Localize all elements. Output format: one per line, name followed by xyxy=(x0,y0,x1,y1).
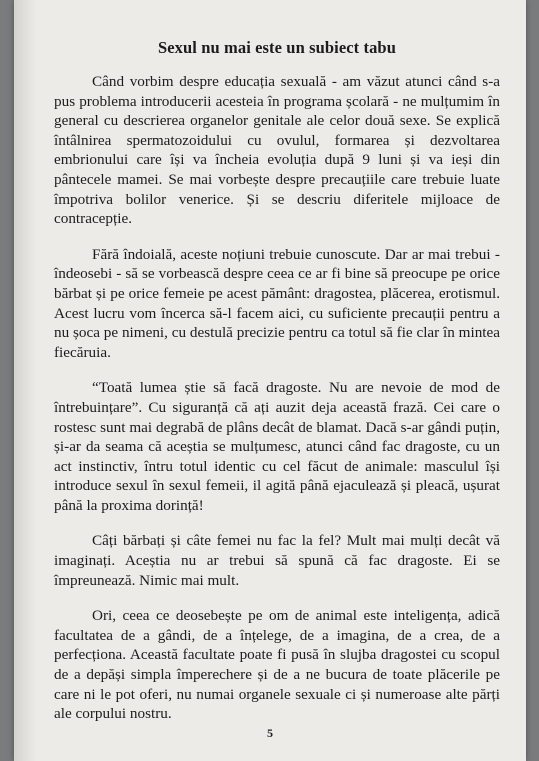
chapter-title: Sexul nu mai este un subiect tabu xyxy=(157,38,396,57)
paragraph-4: Câți bărbați și câte femei nu fac la fel? Mult mai mulți decât vă imaginați. Aceștia nu ar trebui să spună că fac dragoste. Ei se împreunează. Nimic mai mult. xyxy=(54,532,500,589)
page-gutter-shadow xyxy=(14,0,36,761)
page-content xyxy=(54,38,500,740)
page-number: 5 xyxy=(267,726,273,740)
paragraph-2: Fără îndoială, aceste noțiuni trebuie cunoscute. Dar ar mai trebui - îndeosebi - să se vorbească despre ceea ce ar fi bine să preocupe pe orice bărbat și pe orice femeie pe acest pământ: dragostea, plăcerea, erotismul. Acest lucru vom încerca să-l facem aici, cu suficiente precauții pentru a nu șoca pe nimeni, cu destulă precizie pentru ca totul să fie clar în mintea fiecăruia. xyxy=(54,245,500,361)
paragraph-1: Când vorbim despre educația sexuală - am văzut atunci când s-a pus problema introducerii acesteia în programa școlară - ne mulțumim în general cu descrierea organelor genitale ale celor două sexe. Se explică întâlnirea spermatozoidului cu ovulul, formarea și dezvoltarea embrionului care își va încheia evoluția după 9 luni și va ieși din pântecele mamei. Se mai vorbește despre precauțiile care trebuie luate împotriva bolilor venerice. Și se descriu diferitele mijloace de contracepție. xyxy=(54,73,500,228)
book-page xyxy=(14,0,526,761)
paragraph-5: Ori, ceea ce deosebește pe om de animal este inteligența, adică facultatea de a gândi, de a înțelege, de a imagina, de a crea, de a perfecționa. Această facultate poate fi pusă în slujba dragostei cu scopul de a depăși simpla împerechere și de a ne bucura de toate plăcerile pe care ni le pot oferi, nu numai organele sexuale ci și numeroase alte părți ale corpului nostru. xyxy=(54,607,500,723)
paragraph-3: “Toată lumea știe să facă dragoste. Nu are nevoie de mod de întrebuințare”. Cu siguranță că ați auzit deja această frază. Cei care o rostesc sunt mai degrabă de plâns decât de blamat. Dacă s-ar gândi puțin, și-ar da seama că aceștia se mulțumesc, atunci când fac dragoste, cu un act instinctiv, întru totul identic cu cel făcut de animale: masculul își introduce sexul în sexul femeii, il agită până ejaculează și pleacă, ușurat până la proxima dorință! xyxy=(54,379,500,514)
